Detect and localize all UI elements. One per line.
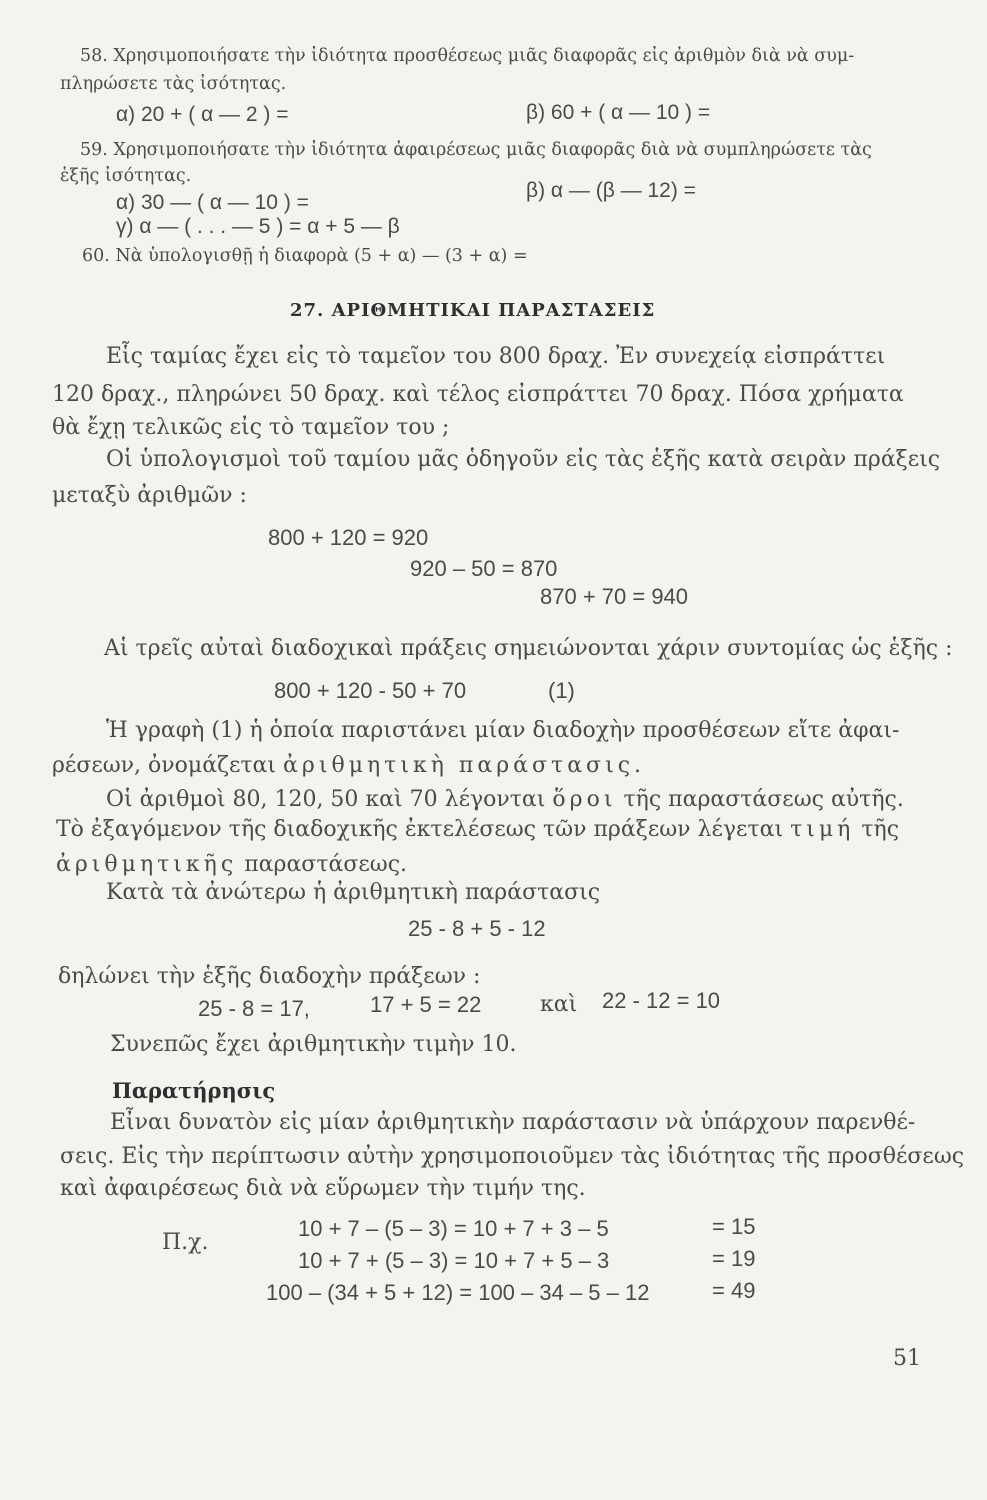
step-3: 22 - 12 = 10 [602, 988, 721, 1013]
paragraph-5-line-2-end: τῆς [861, 817, 900, 842]
paragraph-4-line-1: Ἡ γραφὴ (1) ἡ ὁποία παριστάνει μίαν διαδοχὴν προσθέσεων εἴτε ἀφαι- [106, 718, 900, 743]
paragraph-5-line-2-text: Τὸ ἐξαγόμενον τῆς διαδοχικῆς ἐκτελέσεως τῶν πράξεων λέγεται [56, 817, 784, 842]
exercise-59-text-cont: ἑξῆς ἰσότητας. [60, 166, 192, 186]
calc-step-1: 800 + 120 = 920 [268, 525, 429, 550]
term-arithmetic-expression: ἀριθμητικὴ παράστασις. [283, 753, 646, 778]
paragraph-5-line-3-end: παραστάσεως. [244, 852, 408, 877]
exercise-58-b: β) 60 + ( α — 10 ) = [526, 101, 711, 124]
exercise-59-b: β) α — (β — 12) = [526, 179, 696, 202]
example-label: Π.χ. [162, 1230, 209, 1255]
example-3-expression: 100 – (34 + 5 + 12) = 100 – 34 – 5 – 12 [266, 1280, 650, 1305]
arithmetic-expression-2: 25 - 8 + 5 - 12 [408, 916, 546, 941]
remark-line-2: σεις. Εἰς τὴν περίπτωσιν αὐτὴν χρησιμοποιοῦμεν τὰς ἰδιότητας τῆς προσθέσεως [60, 1144, 965, 1169]
paragraph-5-line-1 [106, 785, 904, 815]
paragraph-1-line-2: 120 δραχ., πληρώνει 50 δραχ. καὶ τέλος εἰσπράττει 70 δραχ. Πόσα χρήματα [52, 382, 904, 407]
example-3-result: = 49 [712, 1278, 756, 1303]
exercise-58-text: 58. Χρησιμοποιήσατε τὴν ἰδιότητα προσθέσεως μιᾶς διαφορᾶς εἰς ἀριθμὸν διὰ νὰ συμ- [80, 46, 855, 66]
paragraph-4-line-2 [52, 751, 645, 781]
exercise-60-text: 60. Νὰ ὑπολογισθῇ ἡ διαφορὰ (5 + α) — (3 + α) = [82, 246, 528, 266]
step-1: 25 - 8 = 17, [198, 996, 310, 1021]
term-value: τιμή [790, 817, 855, 842]
exercise-59-text: 59. Χρησιμοποιήσατε τὴν ἰδιότητα ἀφαιρέσεως μιᾶς διαφορᾶς διὰ νὰ συμπληρώσετε τὰς [80, 140, 872, 160]
paragraph-3: Αἱ τρεῖς αὐταὶ διαδοχικαὶ πράξεις σημειώνονται χάριν συντομίας ὡς ἑξῆς : [104, 636, 953, 661]
paragraph-2-line-2: μεταξὺ ἀριθμῶν : [52, 483, 247, 508]
paragraph-6: Κατὰ τὰ ἀνώτερω ἡ ἀριθμητικὴ παράστασις [106, 880, 601, 905]
step-2: 17 + 5 = 22 [370, 992, 482, 1017]
exercise-59-c: γ) α — ( . . . — 5 ) = α + 5 — β [116, 215, 400, 238]
paragraph-1-line-1: Εἷς ταμίας ἔχει εἰς τὸ ταμεῖον του 800 δραχ. Ἐν συνεχείᾳ εἰσπράττει [106, 344, 886, 369]
example-2-expression: 10 + 7 + (5 – 3) = 10 + 7 + 5 – 3 [298, 1248, 610, 1273]
paragraph-5-text-end: τῆς παραστάσεως αὐτῆς. [623, 787, 904, 812]
term-terms: ὅροι [552, 787, 617, 812]
example-1-expression: 10 + 7 – (5 – 3) = 10 + 7 + 3 – 5 [298, 1216, 609, 1241]
step-connector: καὶ [540, 992, 578, 1017]
section-title: 27. ΑΡΙΘΜΗΤΙΚΑΙ ΠΑΡΑΣΤΑΣΕΙΣ [290, 300, 656, 321]
remark-title: Παρατήρησις [112, 1078, 276, 1103]
example-2-result: = 19 [712, 1246, 756, 1271]
paragraph-1-line-3: θὰ ἔχῃ τελικῶς εἰς τὸ ταμεῖον του ; [52, 415, 450, 440]
paragraph-7: δηλώνει τὴν ἑξῆς διαδοχὴν πράξεων : [58, 964, 481, 989]
calc-step-3: 870 + 70 = 940 [540, 584, 689, 609]
exercise-58-a: α) 20 + ( α — 2 ) = [116, 103, 289, 126]
arithmetic-expression-1: 800 + 120 - 50 + 70 [274, 678, 467, 703]
calc-step-2: 920 – 50 = 870 [410, 556, 558, 581]
paragraph-5-text: Οἱ ἀριθμοὶ 80, 120, 50 καὶ 70 λέγονται [106, 787, 546, 812]
page-number: 51 [893, 1346, 921, 1371]
paragraph-5-line-2 [56, 815, 899, 845]
term-arithmetic: ἀριθμητικῆς [56, 852, 238, 877]
paragraph-4-text: ρέσεων, ὀνομάζεται [52, 753, 277, 778]
paragraph-5-line-3 [56, 850, 407, 880]
remark-line-1: Εἶναι δυνατὸν εἰς μίαν ἀριθμητικὴν παράστασιν νὰ ὑπάρχουν παρενθέ- [110, 1110, 916, 1135]
example-1-result: = 15 [712, 1214, 756, 1239]
expression-reference: (1) [548, 678, 575, 703]
exercise-59-a: α) 30 — ( α — 10 ) = [116, 191, 309, 214]
paragraph-2-line-1: Οἱ ὑπολογισμοὶ τοῦ ταμίου μᾶς ὁδηγοῦν εἰς τὰς ἑξῆς κατὰ σειρὰν πράξεις [106, 447, 941, 472]
remark-line-3: καὶ ἀφαιρέσεως διὰ νὰ εὕρωμεν τὴν τιμήν της. [60, 1176, 586, 1201]
exercise-58-text-cont: πληρώσετε τὰς ἰσότητας. [60, 74, 287, 94]
paragraph-8: Συνεπῶς ἔχει ἀριθμητικὴν τιμὴν 10. [110, 1032, 517, 1057]
